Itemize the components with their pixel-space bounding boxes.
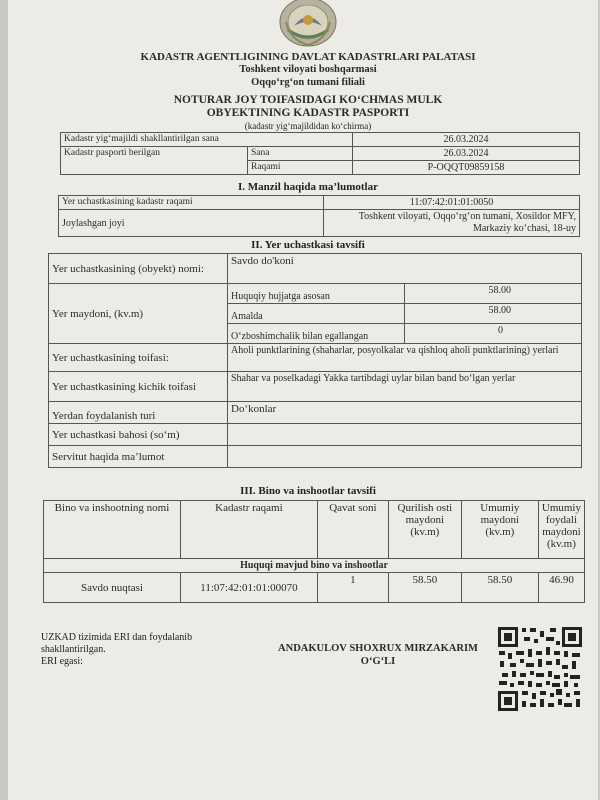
col-footprint-area: Qurilish osti maydoni (kv.m) — [388, 501, 461, 559]
document-subtitle: (kadastr yig‘majildidan ko‘chirma) — [244, 121, 372, 131]
document-title-line2: OBYEKTINING KADASTR PASPORTI — [206, 107, 410, 119]
eri-note-line2: shakllantirilgan. — [41, 644, 106, 655]
building-cadastre-cell: 11:07:42:01:01:00070 — [180, 573, 317, 603]
raqami-label: Raqami — [248, 161, 353, 175]
land-use-value: Do‘konlar — [228, 402, 582, 424]
qr-code-icon — [496, 625, 584, 713]
sana-value: 26.03.2024 — [353, 147, 580, 161]
sana-label: Sana — [248, 147, 353, 161]
actual-area-value: 58.00 — [405, 304, 582, 324]
address-table — [58, 195, 580, 237]
object-name-label: Yer uchastkasining (obyekt) nomi: — [49, 254, 228, 284]
land-area-label: Yer maydoni, (kv.m) — [49, 284, 228, 344]
land-price-value — [228, 424, 582, 446]
building-useful-area-cell: 46.90 — [538, 573, 584, 603]
document-title-line1: NOTURAR JOY TOIFASIDAGI KO‘CHMAS MULK — [173, 94, 443, 106]
col-cadastre-number: Kadastr raqami — [180, 501, 317, 559]
unauthorized-area-value: 0 — [405, 324, 582, 344]
buildings-table — [43, 500, 585, 603]
table-row — [44, 573, 585, 603]
building-floors-cell: 1 — [317, 573, 388, 603]
land-price-label: Yer uchastkasi bahosi (so‘m) — [49, 424, 228, 446]
land-category-value: Aholi punktlarining (shaharlar, posyolkalar va qishloq aholi punktlarining) yerlari — [228, 344, 582, 372]
cadastre-number-label: Yer uchastkasining kadastr raqami — [59, 196, 324, 210]
servitut-label: Servitut haqida ma’lumot — [49, 446, 228, 468]
location-label: Joylashgan joyi — [59, 210, 324, 237]
object-name-value: Savdo do'koni — [228, 254, 582, 284]
land-category-label: Yer uchastkasining toifasi: — [49, 344, 228, 372]
col-total-area: Umumiy maydoni (kv.m) — [461, 501, 538, 559]
building-name-cell: Savdo nuqtasi — [44, 573, 181, 603]
section1-title: I. Manzil haqida ma’lumotlar — [238, 181, 378, 193]
issued-label: Kadastr pasporti berilgan — [61, 147, 248, 175]
cadastre-number-value: 11:07:42:01:01:0050 — [324, 196, 580, 210]
location-value: Toshkent viloyati, Oqqo‘rg‘on tumani, Xosildor MFY, Markaziy ko‘chasi, 18-uy — [324, 210, 580, 237]
servitut-value — [228, 446, 582, 468]
building-footprint-cell: 58.50 — [388, 573, 461, 603]
passport-info-table — [60, 132, 580, 175]
raqami-value: P-OQQT09859158 — [353, 161, 580, 175]
section3-title: III. Bino va inshootlar tavsifi — [240, 485, 376, 497]
land-use-label: Yerdan foydalanish turi — [49, 402, 228, 424]
document-page — [8, 0, 598, 800]
state-emblem-icon — [276, 0, 340, 48]
eri-owner-label: ERI egasi: — [41, 656, 83, 667]
col-floors: Qavat soni — [317, 501, 388, 559]
formation-date-label: Kadastr yig‘majildi shakllantirilgan sana — [61, 133, 353, 147]
buildings-group-label: Huquqi mavjud bino va inshootlar — [44, 559, 585, 573]
branch-name: Oqqo‘rg‘on tumani filiali — [251, 77, 365, 88]
col-useful-area: Umumiy foydali maydoni (kv.m) — [538, 501, 584, 559]
legal-area-label: Huquqiy hujjatga asosan — [228, 284, 405, 304]
eri-owner-name — [263, 642, 493, 668]
land-subcategory-label: Yer uchastkasining kichik toifasi — [49, 372, 228, 402]
col-building-name: Bino va inshootning nomi — [44, 501, 181, 559]
unauthorized-area-label: O‘zboshimchalik bilan egallangan — [228, 324, 405, 344]
formation-date-value: 26.03.2024 — [353, 133, 580, 147]
region-name: Toshkent viloyati boshqarmasi — [239, 64, 377, 75]
agency-name: KADASTR AGENTLIGINING DAVLAT KADASTRLARI PALATASI — [140, 51, 476, 63]
owner-name-line1: ANDAKULOV SHOXRUX MIRZAKARIM — [278, 643, 478, 654]
legal-area-value: 58.00 — [405, 284, 582, 304]
land-subcategory-value: Shahar va poselkadagi Yakka tartibdagi uylar bilan band bo‘lgan yerlar — [228, 372, 582, 402]
eri-note-line1: UZKAD tizimida ERI dan foydalanib — [41, 632, 193, 643]
building-total-area-cell: 58.50 — [461, 573, 538, 603]
land-description-table — [48, 253, 582, 468]
section2-title: II. Yer uchastkasi tavsifi — [251, 239, 365, 251]
actual-area-label: Amalda — [228, 304, 405, 324]
eri-note — [41, 632, 261, 668]
owner-name-line2: O‘G‘LI — [360, 656, 396, 667]
